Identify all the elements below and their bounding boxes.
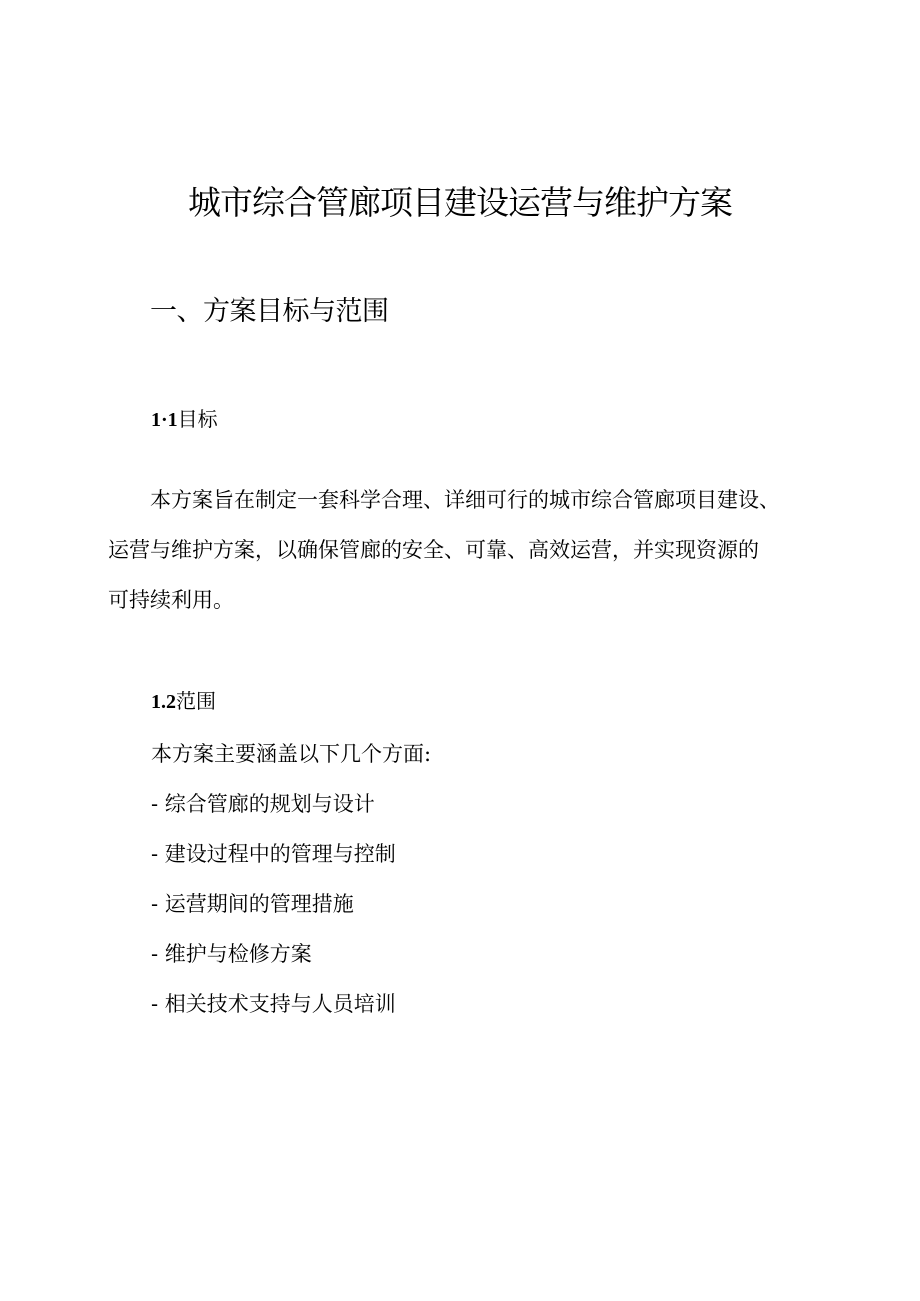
goal-paragraph (108, 475, 828, 625)
list-item: - 综合管廊的规划与设计 (151, 792, 375, 816)
section-heading: 一、方案目标与范围 (150, 296, 389, 327)
document-title: 城市综合管廊项目建设运营与维护方案 (188, 183, 732, 222)
list-item: - 维护与检修方案 (151, 942, 312, 966)
scope-intro: 本方案主要涵盖以下几个方面: (151, 742, 432, 766)
subsection-label: 范围 (176, 689, 216, 713)
paragraph-line: 本方案旨在制定一套科学合理、详细可行的城市综合管廊项目建设、 (150, 488, 780, 512)
list-item: - 相关技术支持与人员培训 (151, 992, 396, 1016)
paragraph-line: 运营与维护方案，以确保管廊的安全、可靠、高效运营，并实现资源的 (108, 538, 759, 562)
subsection-number: 1.2 (151, 691, 176, 713)
list-item: - 运营期间的管理措施 (151, 892, 354, 916)
paragraph-line: 可持续利用。 (108, 588, 234, 612)
scope-list (151, 779, 396, 1029)
subsection-label: 目标 (177, 407, 218, 431)
subsection-number: 1·1 (151, 409, 178, 431)
list-item: - 建设过程中的管理与控制 (151, 842, 396, 866)
subsection-heading-scope (151, 686, 216, 717)
subsection-heading-goal (151, 404, 218, 435)
